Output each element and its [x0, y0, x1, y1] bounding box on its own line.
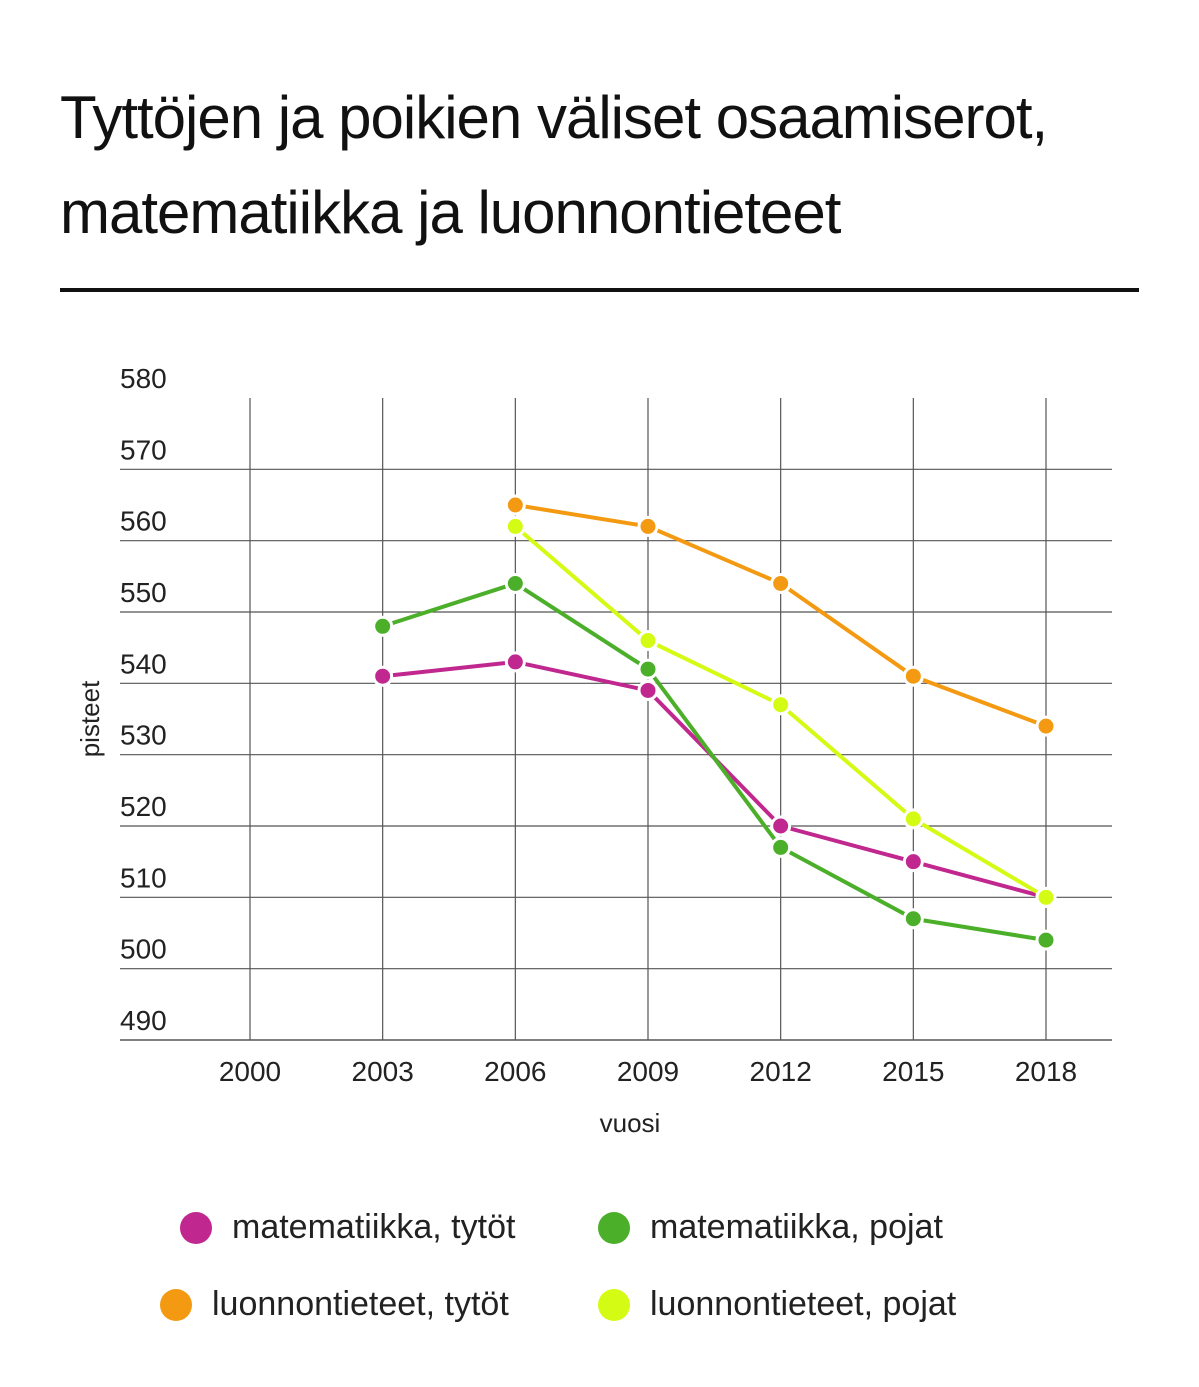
data-point-matematiikka-tytöt-2009: [639, 681, 657, 699]
y-tick-label-490: 490: [120, 1005, 167, 1036]
data-point-matematiikka-pojat-2003: [374, 617, 392, 635]
y-axis-title: pisteet: [75, 680, 105, 758]
data-point-luonnontieteet-tytöt-2018: [1037, 717, 1055, 735]
legend-marker-science-girls: [160, 1289, 192, 1321]
data-point-luonnontieteet-pojat-2015: [904, 810, 922, 828]
data-point-matematiikka-tytöt-2006: [506, 653, 524, 671]
x-tick-label-2003: 2003: [351, 1056, 414, 1087]
data-point-matematiikka-tytöt-2015: [904, 853, 922, 871]
data-point-luonnontieteet-tytöt-2006: [506, 496, 524, 514]
legend-label-science-boys: luonnontieteet, pojat: [650, 1285, 957, 1323]
legend-item-math-girls: [180, 1208, 515, 1247]
x-tick-label-2006: 2006: [484, 1056, 547, 1087]
chart-title-line-1: Tyttöjen ja poikien väliset osaamiserot,: [60, 84, 1048, 151]
y-tick-label-520: 520: [120, 791, 167, 822]
y-tick-label-510: 510: [120, 862, 167, 894]
y-tick-label-500: 500: [120, 933, 167, 965]
x-tick-label-2018: 2018: [1014, 1056, 1078, 1087]
legend-item-science-boys: [598, 1285, 956, 1324]
legend-marker-math-boys: [598, 1212, 630, 1244]
data-point-matematiikka-pojat-2006: [506, 574, 524, 592]
legend-item-math-boys: [598, 1208, 943, 1247]
legend-item-science-girls: [160, 1285, 509, 1324]
y-tick-label-530: 530: [120, 719, 167, 751]
data-point-matematiikka-tytöt-2012: [772, 817, 790, 835]
legend-label-math-girls: matematiikka, tytöt: [232, 1208, 516, 1246]
data-point-luonnontieteet-tytöt-2015: [904, 667, 922, 685]
data-point-matematiikka-pojat-2009: [639, 660, 657, 678]
series-line-matematiikka-tytöt: [383, 662, 1046, 897]
x-tick-label-2015: 2015: [882, 1056, 945, 1087]
series-line-matematiikka-pojat: [383, 583, 1046, 940]
data-point-luonnontieteet-pojat-2012: [772, 696, 790, 714]
x-axis-title: vuosi: [599, 1108, 661, 1138]
y-tick-label-570: 570: [120, 434, 167, 466]
data-point-luonnontieteet-tytöt-2012: [772, 574, 790, 592]
y-tick-label-580: 580: [120, 363, 167, 394]
legend-label-math-boys: matematiikka, pojat: [650, 1208, 943, 1246]
y-tick-label-540: 540: [120, 648, 167, 680]
data-point-luonnontieteet-tytöt-2009: [639, 517, 657, 535]
chart-title-line-2: matematiikka ja luonnontieteet: [60, 179, 841, 246]
data-point-luonnontieteet-pojat-2006: [506, 517, 524, 535]
legend-marker-math-girls: [180, 1212, 212, 1244]
data-point-matematiikka-pojat-2015: [904, 910, 922, 928]
x-tick-label-2009: 2009: [616, 1056, 680, 1087]
y-tick-label-560: 560: [120, 505, 167, 537]
data-point-matematiikka-tytöt-2003: [374, 667, 392, 685]
y-tick-label-550: 550: [120, 577, 167, 608]
data-point-matematiikka-pojat-2012: [772, 838, 790, 856]
x-tick-label-2000: 2000: [218, 1056, 282, 1087]
legend-label-science-girls: luonnontieteet, tytöt: [212, 1285, 509, 1323]
x-tick-label-2012: 2012: [749, 1056, 812, 1087]
data-point-matematiikka-pojat-2018: [1037, 931, 1055, 949]
legend-marker-science-boys: [598, 1289, 630, 1321]
data-point-luonnontieteet-pojat-2018: [1037, 888, 1055, 906]
data-point-luonnontieteet-pojat-2009: [639, 632, 657, 650]
